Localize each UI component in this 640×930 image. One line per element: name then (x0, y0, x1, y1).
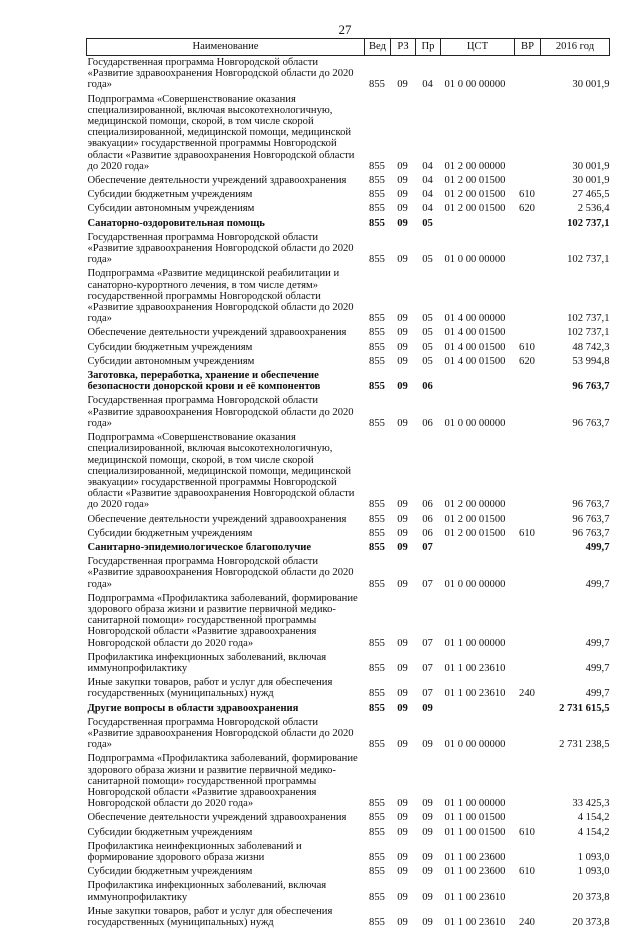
row-amount: 102 737,1 (541, 217, 610, 231)
row-amount: 96 763,7 (541, 527, 610, 541)
row-cst: 01 2 00 01500 (441, 513, 515, 527)
row-ved: 855 (365, 702, 391, 716)
row-pr: 06 (416, 431, 441, 512)
row-ved: 855 (365, 865, 391, 879)
row-rz: 09 (391, 326, 416, 340)
row-pr: 07 (416, 676, 441, 701)
row-cst: 01 1 00 23610 (441, 905, 515, 930)
table-row (87, 879, 610, 904)
row-pr: 05 (416, 267, 441, 326)
table-row (87, 217, 610, 231)
row-vr (515, 217, 541, 231)
row-name: Государственная программа Новгородской области «Развитие здравоохранения Новгородской области до 2020 года» (87, 231, 365, 268)
row-name: Профилактика инфекционных заболеваний, включая иммунопрофилактику (87, 651, 365, 676)
row-vr (515, 267, 541, 326)
row-cst: 01 1 00 00000 (441, 592, 515, 651)
row-ved: 855 (365, 826, 391, 840)
row-rz: 09 (391, 394, 416, 431)
table-row (87, 394, 610, 431)
row-vr (515, 879, 541, 904)
row-amount: 2 731 238,5 (541, 716, 610, 753)
row-cst (441, 217, 515, 231)
row-name: Иные закупки товаров, работ и услуг для обеспечения государственных (муниципальных) нужд (87, 905, 365, 930)
row-name: Государственная программа Новгородской области «Развитие здравоохранения Новгородской области до 2020 года» (87, 716, 365, 753)
row-ved: 855 (365, 56, 391, 93)
row-name: Санаторно-оздоровительная помощь (87, 217, 365, 231)
row-vr (515, 513, 541, 527)
table-row (87, 905, 610, 930)
row-rz: 09 (391, 811, 416, 825)
row-vr: 620 (515, 355, 541, 369)
row-vr (515, 592, 541, 651)
row-name: Обеспечение деятельности учреждений здравоохранения (87, 174, 365, 188)
row-vr (515, 651, 541, 676)
row-pr: 09 (416, 840, 441, 865)
row-rz: 09 (391, 527, 416, 541)
table-row (87, 555, 610, 592)
table-row (87, 93, 610, 174)
row-pr: 09 (416, 752, 441, 811)
row-ved: 855 (365, 905, 391, 930)
row-pr: 06 (416, 513, 441, 527)
row-amount: 33 425,3 (541, 752, 610, 811)
row-vr (515, 840, 541, 865)
row-name: Субсидии бюджетным учреждениям (87, 865, 365, 879)
table-row (87, 676, 610, 701)
row-ved: 855 (365, 752, 391, 811)
row-rz: 09 (391, 93, 416, 174)
row-rz: 09 (391, 865, 416, 879)
row-ved: 855 (365, 555, 391, 592)
table-row (87, 341, 610, 355)
table-row (87, 527, 610, 541)
row-rz: 09 (391, 702, 416, 716)
row-cst: 01 1 00 23610 (441, 676, 515, 701)
row-amount: 102 737,1 (541, 231, 610, 268)
row-cst: 01 0 00 00000 (441, 231, 515, 268)
row-amount: 48 742,3 (541, 341, 610, 355)
row-rz: 09 (391, 267, 416, 326)
row-pr: 05 (416, 326, 441, 340)
row-rz: 09 (391, 513, 416, 527)
row-name: Государственная программа Новгородской области «Развитие здравоохранения Новгородской области до 2020 года» (87, 555, 365, 592)
table-row (87, 651, 610, 676)
table-row (87, 369, 610, 394)
row-rz: 09 (391, 716, 416, 753)
table-row (87, 326, 610, 340)
row-cst: 01 4 00 01500 (441, 341, 515, 355)
header-ved: Вед (365, 39, 391, 56)
table-row (87, 811, 610, 825)
row-ved: 855 (365, 231, 391, 268)
row-pr: 05 (416, 341, 441, 355)
row-ved: 855 (365, 592, 391, 651)
row-pr: 05 (416, 355, 441, 369)
row-amount: 96 763,7 (541, 369, 610, 394)
row-name: Профилактика инфекционных заболеваний, включая иммунопрофилактику (87, 879, 365, 904)
row-pr: 07 (416, 651, 441, 676)
row-cst: 01 2 00 01500 (441, 202, 515, 216)
row-amount: 20 373,8 (541, 879, 610, 904)
row-cst: 01 4 00 01500 (441, 326, 515, 340)
row-cst: 01 0 00 00000 (441, 716, 515, 753)
row-rz: 09 (391, 174, 416, 188)
row-rz: 09 (391, 676, 416, 701)
row-name: Обеспечение деятельности учреждений здравоохранения (87, 513, 365, 527)
row-ved: 855 (365, 341, 391, 355)
row-cst: 01 1 00 23600 (441, 840, 515, 865)
table-row (87, 202, 610, 216)
row-vr: 240 (515, 905, 541, 930)
row-name: Иные закупки товаров, работ и услуг для обеспечения государственных (муниципальных) нужд (87, 676, 365, 701)
row-amount: 53 994,8 (541, 355, 610, 369)
row-vr (515, 174, 541, 188)
header-vr: ВР (515, 39, 541, 56)
row-pr: 04 (416, 93, 441, 174)
row-name: Субсидии бюджетным учреждениям (87, 527, 365, 541)
row-vr (515, 716, 541, 753)
row-rz: 09 (391, 355, 416, 369)
row-cst (441, 702, 515, 716)
table-row (87, 716, 610, 753)
row-amount: 4 154,2 (541, 826, 610, 840)
row-rz: 09 (391, 231, 416, 268)
row-ved: 855 (365, 811, 391, 825)
row-rz: 09 (391, 651, 416, 676)
row-ved: 855 (365, 267, 391, 326)
row-amount: 499,7 (541, 541, 610, 555)
row-vr (515, 369, 541, 394)
row-cst: 01 0 00 00000 (441, 56, 515, 93)
row-amount: 102 737,1 (541, 326, 610, 340)
table-body (87, 56, 610, 930)
row-cst: 01 2 00 01500 (441, 174, 515, 188)
row-cst: 01 1 00 23610 (441, 651, 515, 676)
table-row (87, 56, 610, 93)
row-amount: 499,7 (541, 555, 610, 592)
row-cst: 01 0 00 00000 (441, 555, 515, 592)
row-pr: 06 (416, 527, 441, 541)
row-name: Субсидии бюджетным учреждениям (87, 826, 365, 840)
row-vr (515, 394, 541, 431)
row-rz: 09 (391, 56, 416, 93)
row-rz: 09 (391, 217, 416, 231)
row-vr (515, 702, 541, 716)
row-ved: 855 (365, 651, 391, 676)
row-vr: 610 (515, 341, 541, 355)
header-rz: РЗ (391, 39, 416, 56)
row-amount: 499,7 (541, 651, 610, 676)
row-ved: 855 (365, 355, 391, 369)
row-ved: 855 (365, 840, 391, 865)
table-row (87, 174, 610, 188)
row-vr (515, 93, 541, 174)
row-amount: 96 763,7 (541, 394, 610, 431)
table-row (87, 431, 610, 512)
row-pr: 09 (416, 879, 441, 904)
row-rz: 09 (391, 592, 416, 651)
row-name: Субсидии автономным учреждениям (87, 355, 365, 369)
row-name: Государственная программа Новгородской области «Развитие здравоохранения Новгородской области до 2020 года» (87, 394, 365, 431)
row-vr: 240 (515, 676, 541, 701)
row-name: Субсидии бюджетным учреждениям (87, 188, 365, 202)
row-pr: 09 (416, 702, 441, 716)
table-row (87, 865, 610, 879)
row-amount: 1 093,0 (541, 840, 610, 865)
table-row (87, 188, 610, 202)
row-name: Подпрограмма «Профилактика заболеваний, формирование здорового образа жизни и развитие первичной медико-санитарной помощи» государственной программы Новгородской области «Развитие здравоохранения Новгородской области до 2020 года» (87, 592, 365, 651)
row-ved: 855 (365, 93, 391, 174)
row-amount: 20 373,8 (541, 905, 610, 930)
row-pr: 09 (416, 905, 441, 930)
table-row (87, 541, 610, 555)
table-row (87, 267, 610, 326)
row-rz: 09 (391, 188, 416, 202)
table-row (87, 826, 610, 840)
row-ved: 855 (365, 174, 391, 188)
row-vr (515, 555, 541, 592)
row-cst: 01 4 00 01500 (441, 355, 515, 369)
row-pr: 09 (416, 716, 441, 753)
row-rz: 09 (391, 431, 416, 512)
row-rz: 09 (391, 541, 416, 555)
row-name: Подпрограмма «Профилактика заболеваний, формирование здорового образа жизни и развитие первичной медико-санитарной помощи» государственной программы Новгородской области «Развитие здравоохранения Новгородской области до 2020 года» (87, 752, 365, 811)
row-name: Санитарно-эпидемиологическое благополучие (87, 541, 365, 555)
row-rz: 09 (391, 879, 416, 904)
row-vr (515, 811, 541, 825)
row-name: Обеспечение деятельности учреждений здравоохранения (87, 326, 365, 340)
row-ved: 855 (365, 513, 391, 527)
row-cst: 01 0 00 00000 (441, 394, 515, 431)
row-amount: 102 737,1 (541, 267, 610, 326)
row-name: Заготовка, переработка, хранение и обеспечение безопасности донорской крови и её компонентов (87, 369, 365, 394)
row-rz: 09 (391, 840, 416, 865)
row-name: Подпрограмма «Совершенствование оказания специализированной, включая высокотехнологичную, медицинской помощи, скорой, в том числе скорой специализированной, медицинской помощи, медицинской эвакуации» государственной программы Новгородской области «Развитие здравоохранения Новгородской области до 2020 года» (87, 93, 365, 174)
row-pr: 05 (416, 217, 441, 231)
row-ved: 855 (365, 202, 391, 216)
row-pr: 04 (416, 56, 441, 93)
row-amount: 96 763,7 (541, 431, 610, 512)
table-row (87, 355, 610, 369)
row-name: Обеспечение деятельности учреждений здравоохранения (87, 811, 365, 825)
row-name: Подпрограмма «Совершенствование оказания специализированной, включая высокотехнологичную, медицинской помощи, скорой, в том числе скорой специализированной, медицинской помощи, медицинской эвакуации» государственной программы Новгородской области «Развитие здравоохранения Новгородской области до 2020 года» (87, 431, 365, 512)
row-name: Подпрограмма «Развитие медицинской реабилитации и санаторно-курортного лечения, в том числе детям» государственной программы Новгородской области «Развитие здравоохранения Новгородской области до 2020 года» (87, 267, 365, 326)
table-row (87, 513, 610, 527)
row-ved: 855 (365, 326, 391, 340)
table-row (87, 592, 610, 651)
row-amount: 1 093,0 (541, 865, 610, 879)
header-cst: ЦСТ (441, 39, 515, 56)
header-pr: Пр (416, 39, 441, 56)
row-vr (515, 56, 541, 93)
row-vr (515, 541, 541, 555)
row-amount: 499,7 (541, 592, 610, 651)
row-pr: 07 (416, 541, 441, 555)
row-pr: 04 (416, 202, 441, 216)
row-cst: 01 1 00 23610 (441, 879, 515, 904)
row-cst (441, 541, 515, 555)
row-ved: 855 (365, 527, 391, 541)
row-ved: 855 (365, 188, 391, 202)
row-cst: 01 2 00 01500 (441, 188, 515, 202)
row-vr: 610 (515, 188, 541, 202)
table-row (87, 840, 610, 865)
row-vr: 610 (515, 865, 541, 879)
row-name: Другие вопросы в области здравоохранения (87, 702, 365, 716)
row-cst: 01 2 00 00000 (441, 93, 515, 174)
row-cst: 01 1 00 23600 (441, 865, 515, 879)
row-vr (515, 431, 541, 512)
row-amount: 30 001,9 (541, 56, 610, 93)
row-vr (515, 752, 541, 811)
row-vr: 620 (515, 202, 541, 216)
row-pr: 05 (416, 231, 441, 268)
row-pr: 09 (416, 865, 441, 879)
row-pr: 06 (416, 369, 441, 394)
row-pr: 06 (416, 394, 441, 431)
row-rz: 09 (391, 555, 416, 592)
row-pr: 04 (416, 174, 441, 188)
budget-table (86, 38, 610, 930)
row-amount: 499,7 (541, 676, 610, 701)
row-amount: 2 731 615,5 (541, 702, 610, 716)
row-pr: 09 (416, 826, 441, 840)
row-amount: 27 465,5 (541, 188, 610, 202)
table-row (87, 231, 610, 268)
row-rz: 09 (391, 905, 416, 930)
row-rz: 09 (391, 752, 416, 811)
row-pr: 07 (416, 555, 441, 592)
row-cst: 01 2 00 00000 (441, 431, 515, 512)
row-name: Профилактика неинфекционных заболеваний и формирование здорового образа жизни (87, 840, 365, 865)
row-cst: 01 1 00 00000 (441, 752, 515, 811)
row-name: Субсидии автономным учреждениям (87, 202, 365, 216)
row-cst: 01 1 00 01500 (441, 811, 515, 825)
row-pr: 09 (416, 811, 441, 825)
row-rz: 09 (391, 341, 416, 355)
row-rz: 09 (391, 369, 416, 394)
table-row (87, 702, 610, 716)
row-cst: 01 2 00 01500 (441, 527, 515, 541)
row-amount: 30 001,9 (541, 93, 610, 174)
row-ved: 855 (365, 431, 391, 512)
row-cst: 01 1 00 01500 (441, 826, 515, 840)
page-number: 27 (0, 22, 640, 38)
row-rz: 09 (391, 826, 416, 840)
row-ved: 855 (365, 716, 391, 753)
row-ved: 855 (365, 676, 391, 701)
header-amount: 2016 год (541, 39, 610, 56)
row-amount: 4 154,2 (541, 811, 610, 825)
row-amount: 2 536,4 (541, 202, 610, 216)
row-name: Государственная программа Новгородской области «Развитие здравоохранения Новгородской области до 2020 года» (87, 56, 365, 93)
row-ved: 855 (365, 369, 391, 394)
row-cst: 01 4 00 00000 (441, 267, 515, 326)
table-header-row (87, 39, 610, 56)
row-pr: 07 (416, 592, 441, 651)
row-ved: 855 (365, 879, 391, 904)
row-amount: 30 001,9 (541, 174, 610, 188)
header-name: Наименование (87, 39, 365, 56)
row-vr: 610 (515, 527, 541, 541)
row-vr (515, 231, 541, 268)
row-cst (441, 369, 515, 394)
row-rz: 09 (391, 202, 416, 216)
row-vr (515, 326, 541, 340)
row-vr: 610 (515, 826, 541, 840)
table-row (87, 752, 610, 811)
row-name: Субсидии бюджетным учреждениям (87, 341, 365, 355)
row-pr: 04 (416, 188, 441, 202)
row-ved: 855 (365, 541, 391, 555)
row-ved: 855 (365, 394, 391, 431)
row-amount: 96 763,7 (541, 513, 610, 527)
row-ved: 855 (365, 217, 391, 231)
